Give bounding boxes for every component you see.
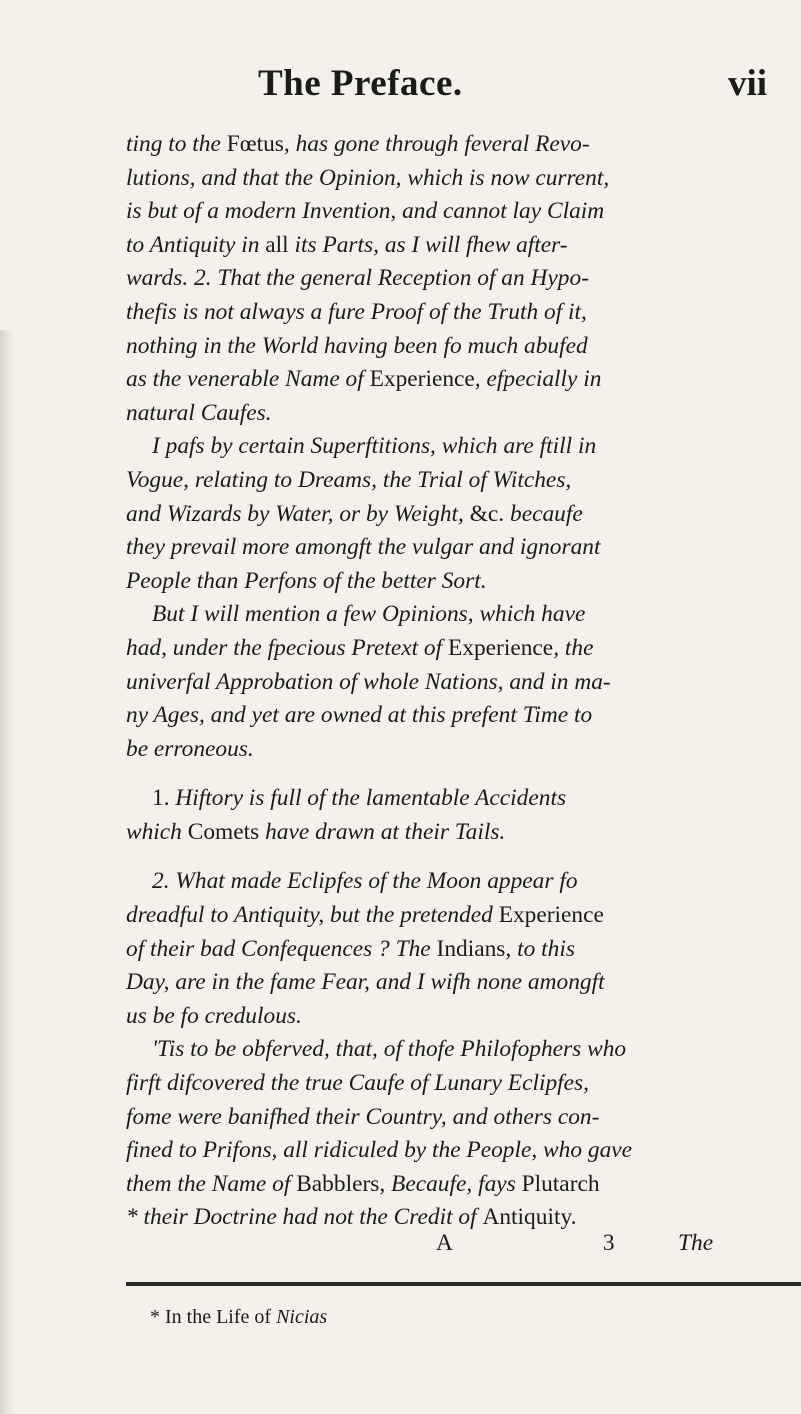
text-run: I pafs by certain Superftitions, which are ftill in — [152, 433, 597, 460]
footnote-rule — [126, 1282, 801, 1286]
text-run: Day, are in the fame Fear, and I wifh none amongft — [126, 969, 605, 996]
text-run: , efpecially in — [474, 366, 602, 393]
text-run: firft difcovered the true Caufe of Lunary Eclipfes, — [126, 1070, 589, 1097]
footnote-marker: * — [150, 1306, 160, 1328]
text-run: dreadful to Antiquity, but the pretended — [126, 902, 499, 929]
text-line — [126, 1067, 776, 1101]
text-run: thefis is not always a fure Proof of the Truth of it, — [126, 298, 587, 325]
text-run: &c. — [469, 500, 505, 527]
text-run: Babblers, — [296, 1170, 386, 1197]
text-line — [126, 699, 776, 733]
text-line — [126, 1000, 776, 1034]
paragraph-gap — [126, 766, 776, 782]
text-run: Experience — [498, 902, 604, 929]
text-line — [126, 531, 776, 565]
text-run: , has gone through feveral Revo- — [283, 131, 590, 157]
text-run: But I will mention a few Opinions, which have — [152, 601, 586, 628]
footnote — [150, 1306, 327, 1329]
text-run: , the — [553, 634, 594, 661]
text-line — [126, 1101, 776, 1135]
text-line — [126, 363, 776, 397]
text-run: ny Ages, and yet are owned at this prefent Time to — [126, 702, 593, 729]
text-run: Antiquity. — [482, 1204, 577, 1231]
text-line — [126, 397, 776, 431]
text-line — [126, 733, 776, 767]
text-run: Experience — [447, 634, 554, 661]
text-run: they prevail more amongft the vulgar and ignorant — [126, 534, 601, 561]
text-line — [126, 632, 776, 666]
text-run: be erroneous. — [126, 735, 254, 762]
text-run: ting to the — [126, 131, 227, 157]
text-run: Plutarch — [521, 1170, 600, 1197]
text-run: to this — [511, 935, 575, 962]
page-number: vii — [728, 63, 768, 104]
text-line — [126, 598, 776, 632]
text-run: Comets — [187, 818, 260, 845]
text-line — [126, 330, 776, 364]
text-run: had, under the fpecious Pretext of — [126, 634, 448, 661]
text-run: all — [265, 231, 289, 258]
page-gutter-shadow — [0, 330, 14, 1414]
text-run: as the venerable Name of — [126, 366, 370, 393]
text-run: nothing in the World having been fo much abufed — [126, 332, 588, 359]
text-run: * their Doctrine had not the Credit of — [126, 1204, 483, 1231]
text-run: Indians, — [436, 935, 512, 962]
text-run: is but of a modern Invention, and cannot lay Claim — [126, 198, 605, 225]
text-line — [126, 565, 776, 599]
text-run: us be fo credulous. — [126, 1002, 302, 1029]
text-line — [126, 1168, 776, 1202]
text-run: wards. 2. That the general Reception of an Hypo- — [126, 265, 589, 292]
text-run: have drawn at their Tails. — [259, 818, 506, 845]
text-run: Hiftory is full of the lamentable Accidents — [175, 785, 567, 812]
preface-body-text — [126, 128, 776, 1235]
text-run: 2. What made Eclipfes of the Moon appear fo — [152, 868, 578, 895]
text-run: natural Caufes. — [126, 399, 272, 426]
text-line — [126, 865, 776, 899]
text-line — [126, 666, 776, 700]
text-line — [126, 430, 776, 464]
text-run: Experience — [369, 366, 475, 393]
text-run: lutions, and that the Opinion, which is now current, — [126, 164, 610, 191]
text-run: Fœtus — [226, 131, 284, 157]
text-run: its Parts, as I will fhew after- — [288, 231, 568, 258]
text-run: Becaufe, fays — [385, 1170, 522, 1197]
text-run: becaufe — [504, 500, 583, 527]
text-run: Vogue, relating to Dreams, the Trial of Witches, — [126, 466, 572, 493]
text-run: which — [126, 818, 188, 845]
text-run: univerfal Approbation of whole Nations, and in ma- — [126, 668, 611, 695]
text-run: and Wizards by Water, or by Weight, — [126, 500, 470, 527]
paragraph-gap — [126, 849, 776, 865]
text-line — [126, 128, 776, 162]
text-run: of their bad Confequences ? The — [126, 935, 437, 962]
text-line — [126, 464, 776, 498]
running-header — [0, 62, 801, 106]
text-run: 'Tis to be obferved, that, of thofe Philofophers who — [152, 1036, 627, 1063]
text-run: 1. — [152, 785, 176, 812]
text-line — [126, 296, 776, 330]
footnote-name: Nicias — [276, 1306, 328, 1328]
running-head-title: The Preface. — [258, 63, 463, 104]
catchline — [126, 1230, 756, 1262]
signature-mark: A 3 — [436, 1230, 615, 1256]
catchword: The — [678, 1230, 714, 1256]
text-line — [126, 1134, 776, 1168]
text-line — [126, 782, 776, 816]
text-line — [126, 162, 776, 196]
text-run: to Antiquity in — [126, 231, 266, 258]
footnote-text: In the Life of — [165, 1306, 272, 1328]
text-line — [126, 933, 776, 967]
text-run: fined to Prifons, all ridiculed by the People, who gave — [126, 1137, 633, 1164]
text-line — [126, 195, 776, 229]
text-run: them the Name of — [126, 1170, 297, 1197]
text-line — [126, 498, 776, 532]
text-run: fome were banifhed their Country, and others con- — [126, 1103, 600, 1130]
text-line — [126, 229, 776, 263]
text-line — [126, 816, 776, 850]
text-run: People than Perfons of the better Sort. — [126, 567, 487, 594]
text-line — [126, 1033, 776, 1067]
text-line — [126, 899, 776, 933]
text-line — [126, 966, 776, 1000]
text-line — [126, 262, 776, 296]
